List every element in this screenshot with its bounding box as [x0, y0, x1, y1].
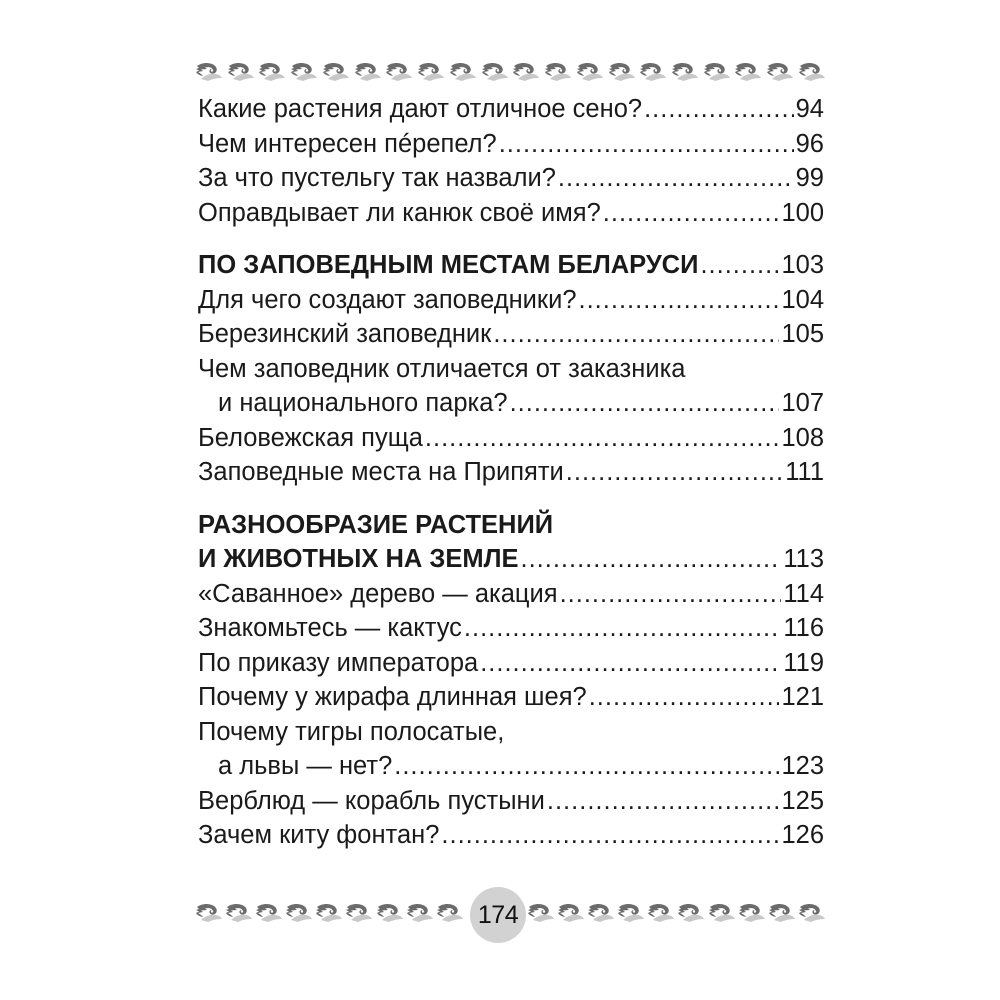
toc-entry[interactable] [198, 283, 824, 318]
wave-scroll-icon [608, 60, 635, 82]
toc-entry[interactable] [198, 680, 824, 715]
toc-entry-title: Для чего создают заповедники? [198, 285, 577, 314]
section-page: 113 [783, 545, 824, 573]
toc-entry[interactable] [198, 352, 824, 421]
wave-scroll-icon [406, 901, 433, 923]
wave-scroll-icon [315, 901, 342, 923]
section-title: ПО ЗАПОВЕДНЫМ МЕСТАМ БЕЛАРУСИ [198, 251, 699, 279]
wave-scroll-icon [449, 60, 476, 82]
dot-leader [566, 455, 783, 490]
toc-entry[interactable] [198, 127, 824, 162]
wave-scroll-icon [481, 60, 508, 82]
section-title-line1: РАЗНООБРАЗИЕ РАСТЕНИЙ [198, 510, 554, 539]
toc-entry-page: 121 [781, 683, 824, 711]
toc-entry[interactable] [198, 784, 824, 819]
dot-leader [560, 577, 782, 612]
wave-scroll-icon [639, 60, 666, 82]
dot-leader [499, 127, 794, 162]
toc-entry[interactable] [198, 161, 824, 196]
dot-leader [510, 386, 780, 421]
dot-leader [644, 92, 794, 127]
wave-scroll-icon [385, 60, 412, 82]
wave-scroll-icon [671, 60, 698, 82]
wave-scroll-icon [195, 901, 222, 923]
toc-entry-page: 99 [795, 164, 824, 192]
wave-scroll-icon [285, 901, 312, 923]
section-page: 103 [781, 251, 824, 279]
dot-leader [579, 283, 780, 318]
wave-scroll-icon [766, 60, 793, 82]
toc-entry-continuation [198, 386, 824, 421]
wave-scroll-icon [417, 60, 444, 82]
toc-entry-page: 116 [783, 614, 824, 642]
toc-entry[interactable] [198, 611, 824, 646]
toc-entry-title-line2: а львы — нет? [218, 752, 393, 780]
toc-entry-title: Чем интересен пéрепел? [198, 129, 497, 158]
section-title-line2: И ЖИВОТНЫХ НА ЗЕМЛЕ [198, 545, 519, 573]
toc-entry[interactable] [198, 715, 824, 784]
toc-entry-page: 125 [781, 786, 824, 815]
wave-scroll-icon [227, 60, 254, 82]
top-ornament-border [195, 58, 825, 84]
toc-entry-page: 114 [783, 579, 824, 608]
toc-entry[interactable] [198, 196, 824, 231]
dot-leader [558, 161, 794, 196]
toc-entry-title: Оправдывает ли канюк своё имя? [198, 198, 601, 227]
wave-scroll-icon [738, 901, 765, 923]
wave-scroll-icon [798, 901, 825, 923]
toc-entry-title: Верблюд — корабль пустыни [198, 786, 545, 815]
toc-entry[interactable] [198, 646, 824, 681]
dot-leader [547, 784, 780, 819]
toc-entry-page: 119 [783, 648, 824, 677]
toc-entry[interactable] [198, 92, 824, 127]
wave-scroll-icon [617, 901, 644, 923]
wave-scroll-icon [290, 60, 317, 82]
wave-scroll-icon [703, 60, 730, 82]
toc-entry-page: 126 [781, 821, 824, 849]
wave-scroll-icon [512, 60, 539, 82]
toc-entry-title: Беловежская пуща [198, 423, 423, 452]
section-title-continuation [198, 542, 824, 577]
toc-entry[interactable] [198, 421, 824, 456]
toc-entry-title-line1: Чем заповедник отличается от заказника [198, 354, 686, 383]
dot-leader [441, 818, 779, 853]
toc-entry-page: 107 [781, 389, 824, 417]
wave-scroll-icon [768, 901, 795, 923]
toc-section-heading[interactable] [198, 248, 824, 283]
toc-entry-title: Березинский заповедник [198, 320, 492, 348]
toc-entry-page: 104 [781, 285, 824, 314]
wave-scroll-icon [225, 901, 252, 923]
wave-scroll-icon [734, 60, 761, 82]
wave-scroll-icon [258, 60, 285, 82]
wave-scroll-icon [677, 901, 704, 923]
toc-entry[interactable] [198, 577, 824, 612]
wave-scroll-icon [322, 60, 349, 82]
toc-entry-title: Знакомьтесь — кактус [198, 614, 462, 642]
toc-entry-title: Почему у жирафа длинная шея? [198, 683, 587, 711]
dot-leader [603, 196, 780, 231]
wave-scroll-icon [587, 901, 614, 923]
toc-entry[interactable] [198, 455, 824, 490]
dot-leader [521, 542, 782, 577]
dot-leader [425, 421, 780, 456]
toc-entry-title: За что пустельгу так назвали? [198, 164, 556, 192]
wave-scroll-icon [376, 901, 403, 923]
table-of-contents [198, 92, 824, 853]
wave-scroll-icon [345, 901, 372, 923]
toc-entry-title: Зачем киту фонтан? [198, 821, 440, 849]
wave-scroll-icon [647, 901, 674, 923]
dot-leader [700, 248, 779, 283]
toc-entry-title: Заповедные места на Припяти [198, 458, 564, 486]
toc-entry[interactable] [198, 818, 824, 853]
toc-entry-continuation [198, 749, 824, 784]
toc-entry-page: 111 [785, 458, 824, 486]
toc-entry-title-line1: Почему тигры полосатые, [198, 717, 505, 746]
dot-leader [589, 680, 780, 715]
toc-entry-page: 105 [781, 320, 824, 348]
toc-entry-title: «Саванное» дерево — акация [198, 579, 558, 608]
toc-entry[interactable] [198, 317, 824, 352]
dot-leader [464, 611, 781, 646]
wave-scroll-icon [557, 901, 584, 923]
wave-scroll-icon [354, 60, 381, 82]
wave-scroll-icon [436, 901, 463, 923]
wave-scroll-icon [544, 60, 571, 82]
wave-scroll-icon [576, 60, 603, 82]
dot-leader [480, 646, 781, 681]
toc-entry-page: 94 [795, 95, 824, 123]
toc-entry-page: 100 [781, 198, 824, 227]
wave-scroll-icon [798, 60, 825, 82]
toc-entry-page: 108 [781, 423, 824, 452]
wave-scroll-icon [195, 60, 222, 82]
toc-section-heading[interactable] [198, 508, 824, 577]
toc-entry-title-line2: и национального парка? [218, 389, 508, 417]
wave-scroll-icon [527, 901, 554, 923]
page-number-badge: 174 [470, 887, 526, 943]
toc-entry-title: По приказу императора [198, 648, 479, 677]
wave-scroll-icon [708, 901, 735, 923]
wave-scroll-icon [255, 901, 282, 923]
toc-entry-page: 96 [795, 129, 824, 158]
dot-leader [394, 749, 779, 784]
toc-entry-page: 123 [781, 752, 824, 780]
dot-leader [493, 317, 779, 352]
toc-entry-title: Какие растения дают отличное сено? [198, 95, 643, 123]
